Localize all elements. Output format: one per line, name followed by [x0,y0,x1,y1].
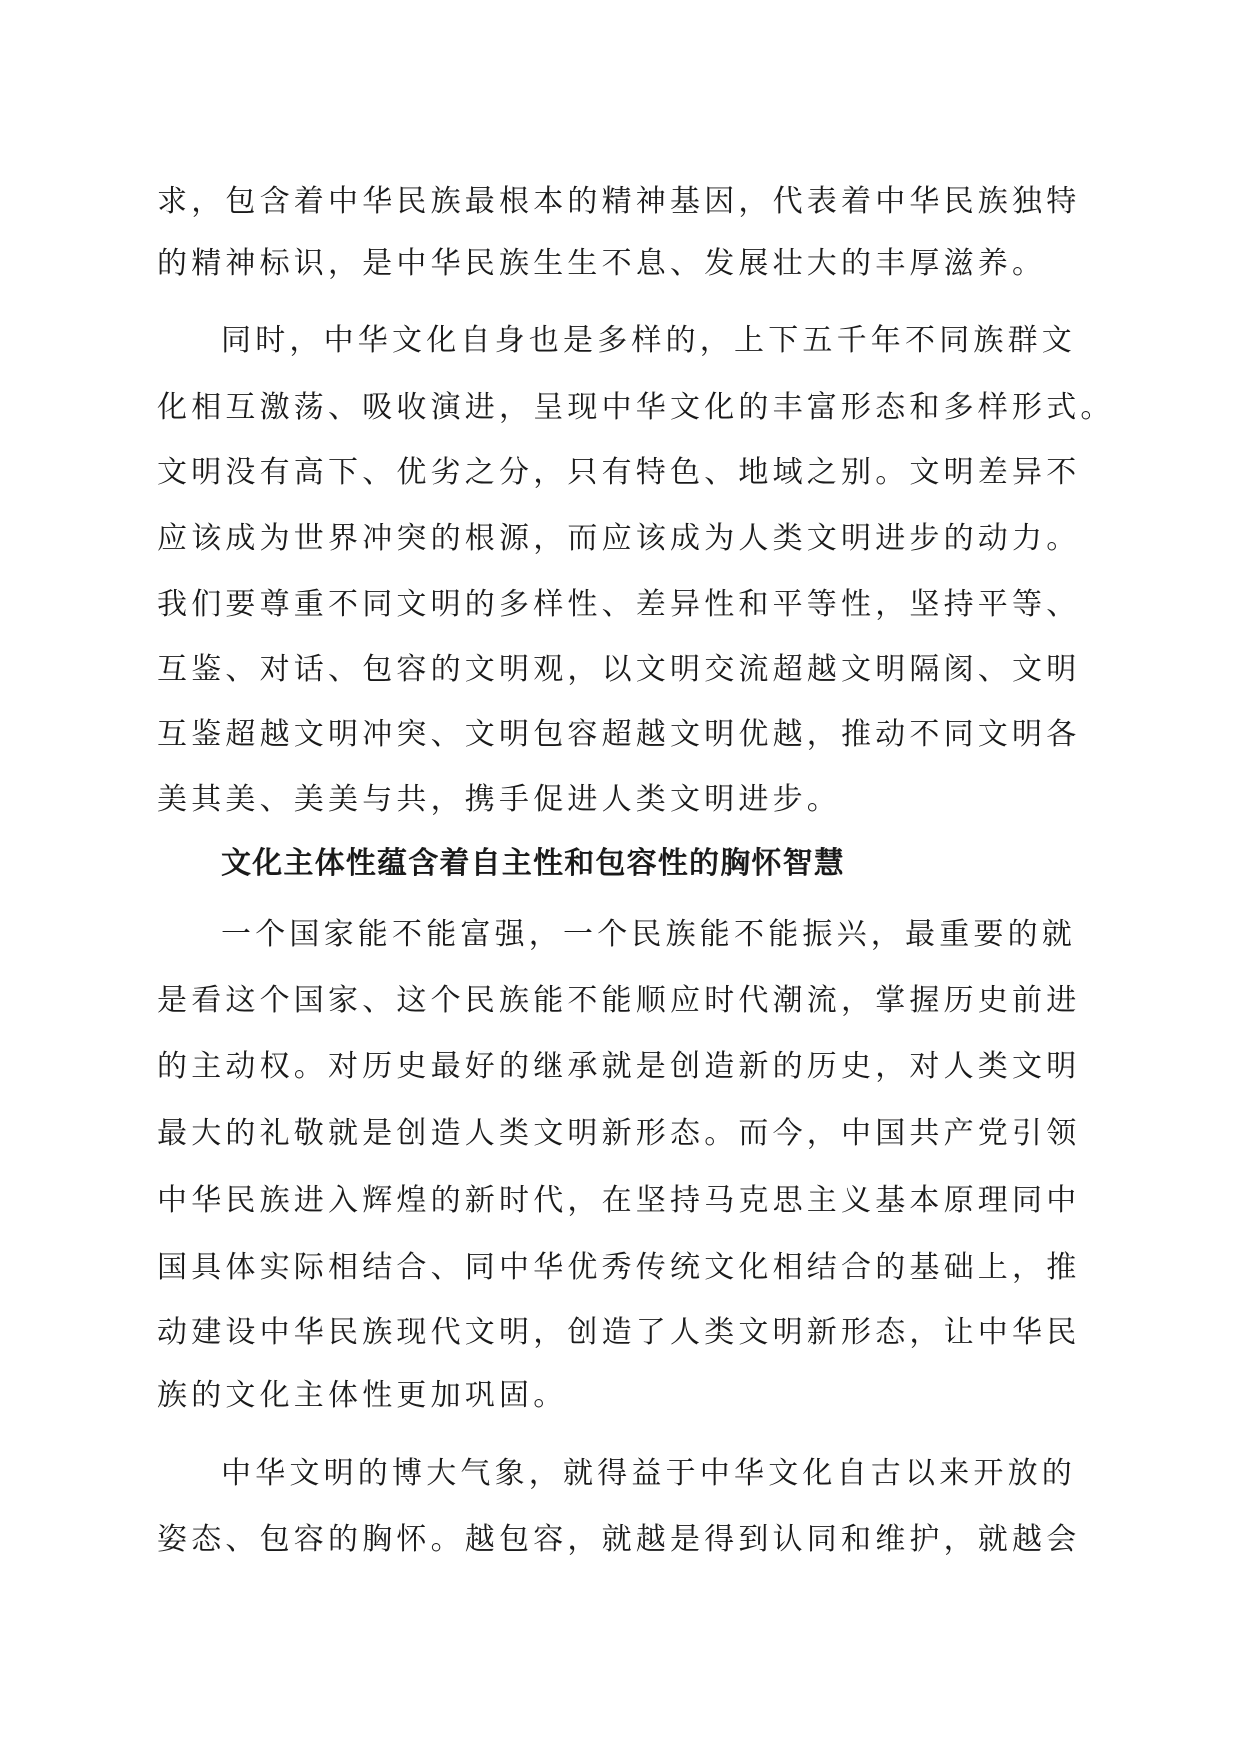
paragraph-line: 美其美、美美与共，携手促进人类文明进步。 [157,782,841,817]
section-heading: 文化主体性蕴含着自主性和包容性的胸怀智慧 [221,846,845,881]
paragraph-line: 互鉴超越文明冲突、文明包容超越文明优越，推动不同文明各 [157,717,1081,752]
paragraph-line: 姿态、包容的胸怀。越包容，就越是得到认同和维护，就越会 [157,1522,1081,1557]
paragraph-line: 文明没有高下、优劣之分，只有特色、地域之别。文明差异不 [157,455,1081,490]
paragraph-line: 应该成为世界冲突的根源，而应该成为人类文明进步的动力。 [157,521,1081,556]
paragraph-line: 中华民族进入辉煌的新时代，在坚持马克思主义基本原理同中 [157,1183,1081,1218]
paragraph-line: 中华文明的博大气象，就得益于中华文化自古以来开放的 [221,1456,1076,1491]
paragraph-line: 求，包含着中华民族最根本的精神基因，代表着中华民族独特 [157,184,1081,219]
paragraph-line: 我们要尊重不同文明的多样性、差异性和平等性，坚持平等、 [157,587,1081,622]
paragraph-line: 的精神标识，是中华民族生生不息、发展壮大的丰厚滋养。 [157,246,1047,281]
paragraph-line: 动建设中华民族现代文明，创造了人类文明新形态，让中华民 [157,1315,1081,1350]
paragraph-line: 同时，中华文化自身也是多样的，上下五千年不同族群文 [221,323,1076,358]
paragraph-line: 一个国家能不能富强，一个民族能不能振兴，最重要的就 [221,917,1076,952]
paragraph-line: 国具体实际相结合、同中华优秀传统文化相结合的基础上，推 [157,1250,1081,1285]
paragraph-line: 是看这个国家、这个民族能不能顺应时代潮流，掌握历史前进 [157,983,1081,1018]
paragraph-line: 互鉴、对话、包容的文明观，以文明交流超越文明隔阂、文明 [157,652,1081,687]
paragraph-line: 的主动权。对历史最好的继承就是创造新的历史，对人类文明 [157,1049,1081,1084]
paragraph-line: 族的文化主体性更加巩固。 [157,1378,568,1413]
paragraph-line: 化相互激荡、吸收演进，呈现中华文化的丰富形态和多样形式。 [157,390,1115,425]
paragraph-line: 最大的礼敬就是创造人类文明新形态。而今，中国共产党引领 [157,1116,1081,1151]
